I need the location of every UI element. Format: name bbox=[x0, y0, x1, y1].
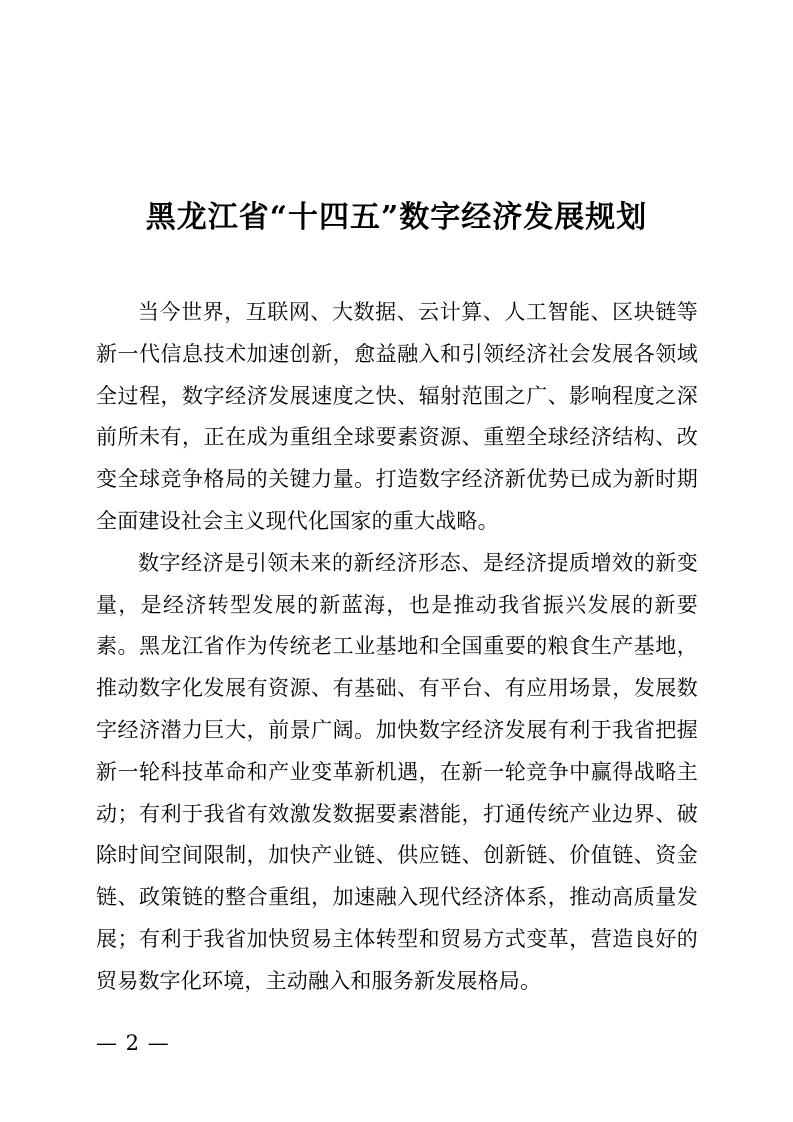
page-number: — 2 — bbox=[96, 1031, 170, 1055]
document-title: 黑龙江省“十四五”数字经济发展规划 bbox=[145, 200, 648, 235]
document-body bbox=[96, 292, 698, 1003]
paragraph-digital-economy: 数字经济是引领未来的新经济形态、是经济提质增效的新变量，是经济转型发展的新蓝海，也是推动我省振兴发展的新要素。黑龙江省作为传统老工业基地和全国重要的粮食生产基地，推动数字化发展有资源、有基础、有平台、有应用场景，发展数字经济潜力巨大，前景广阔。加快数字经济发展有利于我省把握新一轮科技革命和产业变革新机遇，在新一轮竞争中赢得战略主动；有利于我省有效激发数据要素潜能，打通传统产业边界、破除时间空间限制，加快产业链、供应链、创新链、价值链、资金链、政策链的整合重组，加速融入现代经济体系，推动高质量发展；有利于我省加快贸易主体转型和贸易方式变革，营造良好的贸易数字化环境，主动融入和服务新发展格局。 bbox=[96, 550, 698, 993]
paragraph-intro: 当今世界，互联网、大数据、云计算、人工智能、区块链等新一代信息技术加速创新，愈益融入和引领经济社会发展各领域全过程，数字经济发展速度之快、辐射范围之广、影响程度之深前所未有，正在成为重组全球要素资源、重塑全球经济结构、改变全球竞争格局的关键力量。打造数字经济新优势已成为新时期全面建设社会主义现代化国家的重大战略。 bbox=[96, 300, 698, 533]
